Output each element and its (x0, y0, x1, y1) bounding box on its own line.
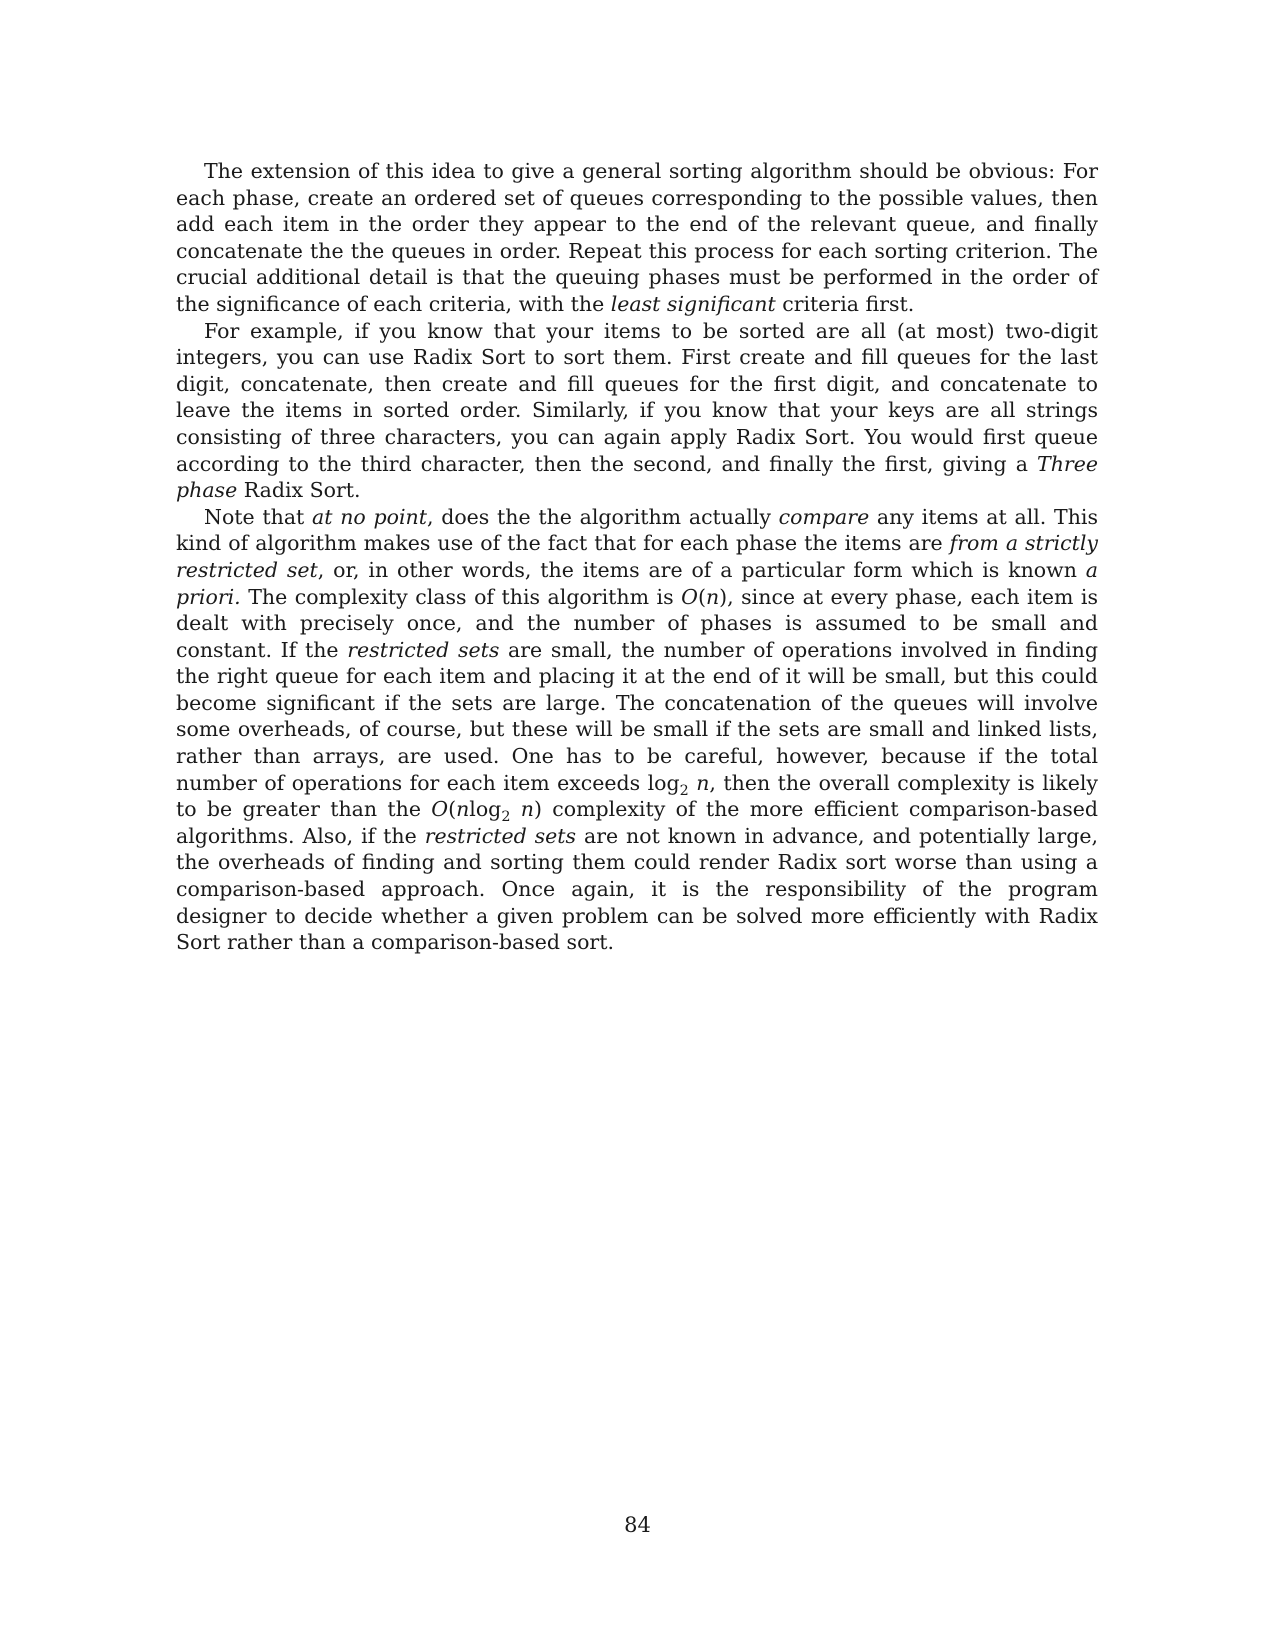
text-run: ) complexity of the more efficient comparison-based algorithms. Also, if the (176, 797, 1098, 848)
text-run: ), since at every phase, each item is dealt with precisely once, and the number of phases is assumed to be small and constant. If the (176, 584, 1099, 662)
paragraph-complexity-discussion (176, 504, 1098, 956)
emphasis-text: Three phase (176, 451, 1098, 503)
emphasis-text: at no point (312, 504, 427, 529)
text-run: any items at all. This kind of algorithm makes use of the fact that for each phase the items are (176, 504, 1099, 556)
math-symbol: n (456, 797, 470, 822)
math-symbol: n (520, 797, 534, 822)
text-run: are not known in advance, and potentially large, the overheads of finding and sorting them could render Radix sort worse than using a comparison-based approach. Once again, it is the responsibility of the program designer to decide whether a given problem can be solved more efficiently with Radix Sort rather than a comparison-based sort. (176, 823, 1098, 955)
math-symbol: n (696, 770, 710, 795)
emphasis-text: compare (778, 504, 870, 529)
math-symbol: n (705, 584, 720, 609)
text-run: The extension of this idea to give a general sorting algorithm should be obvious: For each phase, create an ordered set of queues corresponding to the possible values, then add each item in the order they appear to the end of the relevant queue, and finally concatenate the the queues in order. Repeat this process for each sorting criterion. The crucial additional detail is that the queuing phases must be performed in the order of the significance of each criteria, with the (176, 159, 1098, 316)
body-text (176, 158, 1098, 956)
subscript: 2 (679, 782, 689, 799)
emphasis-text: a priori. (176, 557, 1098, 609)
emphasis-text: restricted sets (347, 637, 500, 662)
text-run: The complexity class of this algorithm is (240, 584, 682, 609)
paragraph-radix-example (176, 318, 1098, 504)
emphasis-text: from a strictly restricted set (176, 531, 1098, 582)
paragraph-general-sorting (176, 158, 1098, 318)
text-run: Radix Sort. (237, 478, 361, 503)
text-run: Note that (204, 504, 313, 529)
text-run: ( (697, 584, 706, 609)
emphasis-text: restricted sets (424, 823, 577, 848)
text-run (510, 797, 520, 821)
page-number: 84 (624, 1513, 651, 1537)
text-run: , does the the algorithm actually (426, 504, 779, 529)
text-run: criteria first. (775, 291, 915, 316)
text-run: , then the overall complexity is likely to be greater than the (176, 770, 1099, 822)
subscript: 2 (501, 809, 511, 826)
text-run: For example, if you know that your items to be sorted are all (at most) two-digit integers, you can use Radix Sort to sort them. First create and fill queues for the last digit, concatenate, then create and fill queues for the first digit, and concatenate to leave the items in sorted order. Similarly, if you know that your keys are all strings consisting of three characters, you can again apply Radix Sort. You would first queue according to the third character, then the second, and finally the first, giving a (176, 318, 1098, 476)
text-run: , or, in other words, the items are of a particular form which is known (317, 557, 1086, 582)
text-run: are small, the number of operations involved in finding the right queue for each item and placing it at the end of it will be small, but this could become significant if the sets are large. The concatenation of the queues will involve some overheads, of course, but these will be small if the sets are small and linked lists, rather than arrays, are used. One has to be careful, however, because if the total number of operations for each item exceeds log (176, 637, 1098, 795)
text-run: log (469, 797, 502, 822)
math-symbol: O (431, 797, 449, 822)
emphasis-text: least significant (610, 291, 776, 316)
text-run: ( (448, 797, 457, 822)
math-symbol: O (681, 584, 698, 609)
